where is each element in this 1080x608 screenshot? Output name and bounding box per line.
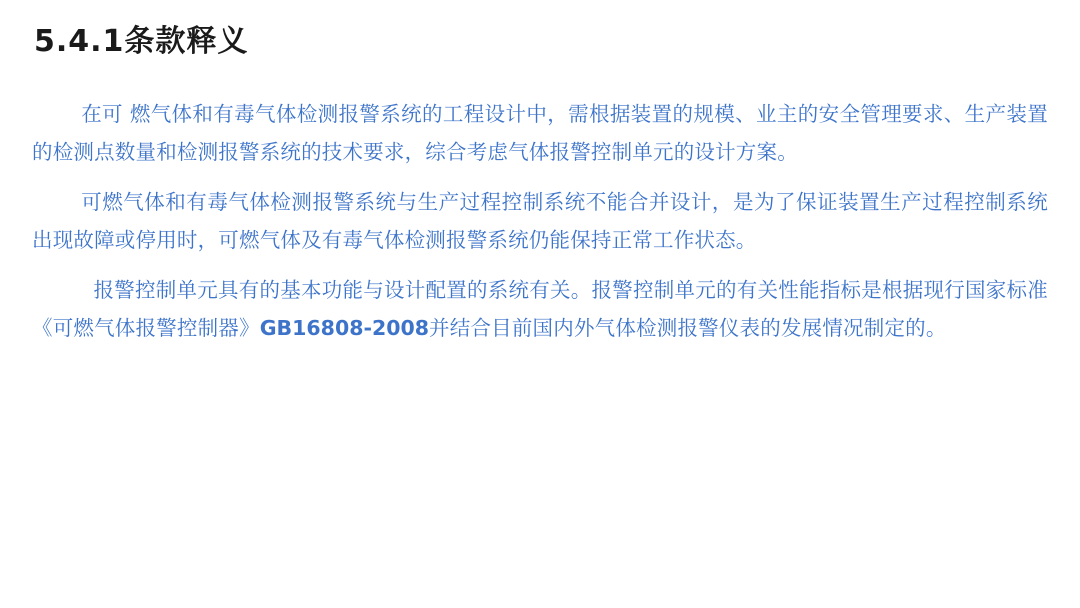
page-title: 5.4.1条款释义 [34,24,249,59]
paragraph-3 [32,271,1048,347]
paragraph-2: 可燃气体和有毒气体检测报警系统与生产过程控制系统不能合并设计，是为了保证装置生产过程控制系统出现故障或停用时，可燃气体及有毒气体检测报警系统仍能保持正常工作状态。 [32,190,1048,252]
paragraph-3-tail: 并结合目前国内外气体检测报警仪表的发展情况制定的。 [429,316,947,340]
body-content [32,95,1048,347]
paragraph-1: 在可 燃气体和有毒气体检测报警系统的工程设计中，需根据装置的规模、业主的安全管理要求、生产装置的检测点数量和检测报警系统的技术要求，综合考虑气体报警控制单元的设计方案。 [32,102,1048,164]
paragraph-3-lead: 报警控制单元具有的基本功能与设计配置的系统有关。报警控制单元的有关性能指标是根据现行国家标准《可燃气体报警控制器》 [32,278,1048,340]
standard-code: GB16808-2008 [259,316,430,340]
